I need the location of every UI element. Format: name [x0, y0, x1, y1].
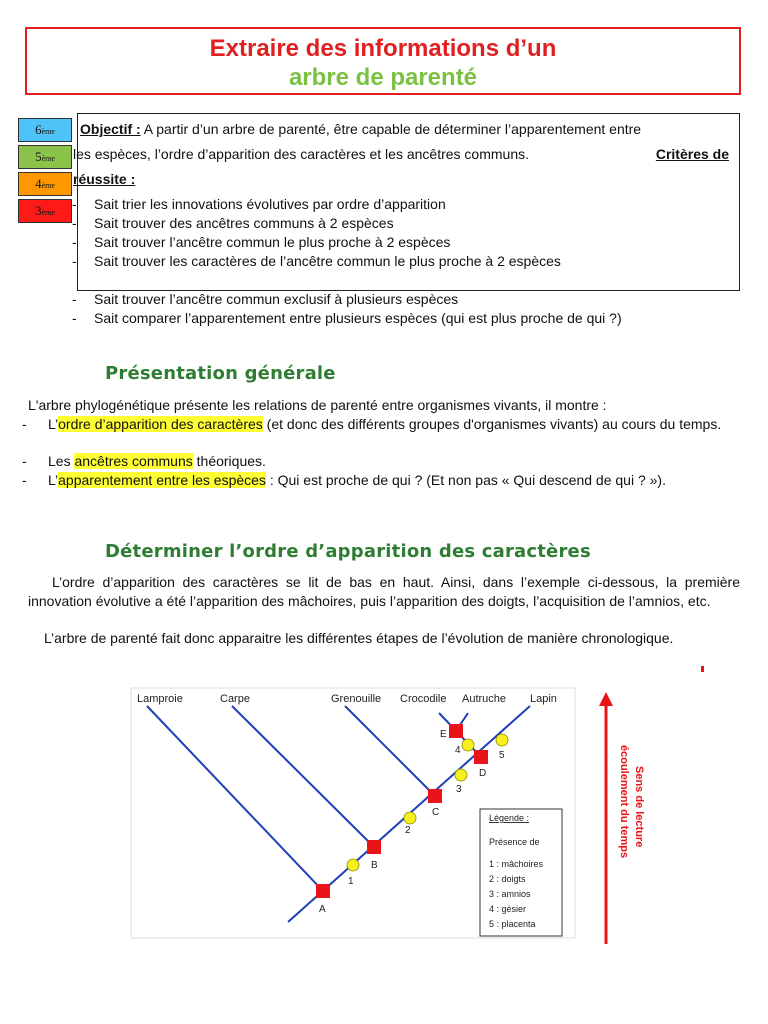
- objective-label: Objectif :: [80, 121, 141, 137]
- species-label: Carpe: [220, 693, 250, 705]
- ordre-paragraph-1: L’ordre d’apparition des caractères se lit de bas en haut. Ainsi, dans l’exemple ci-dessous, la première innovation évolutive a été l’apparition des mâchoires, puis l’apparition des doigts, l’acquisition de l’amnios, etc.: [28, 574, 740, 609]
- criteria-item: - Sait trouver l’ancêtre commun le plus proche à 2 espèces: [72, 234, 451, 250]
- presentation-intro: L'arbre phylogénétique présente les relations de parenté entre organismes vivants, il montre :: [28, 397, 607, 413]
- criteria-item: - Sait trouver l’ancêtre commun exclusif à plusieurs espèces: [72, 291, 459, 307]
- legend-item: 1 : mâchoires: [489, 859, 544, 869]
- legend-item: 2 : doigts: [489, 874, 526, 884]
- level-badge-4: 4ème: [18, 172, 72, 196]
- branch-grenouille: [345, 706, 435, 796]
- node-square-c: [428, 789, 442, 803]
- legend-item: 5 : placenta: [489, 919, 536, 929]
- legend-item: 3 : amnios: [489, 889, 531, 899]
- legend-title: Légende :: [489, 813, 530, 823]
- character-circle-2: [404, 812, 416, 824]
- arrow-label-1: Sens de lecture: [633, 766, 645, 848]
- section-heading-ordre: Déterminer l’ordre d’apparition des caractères: [105, 541, 591, 562]
- node-label: A: [319, 904, 326, 915]
- criteria-label-line2: réussite :: [73, 171, 136, 187]
- character-label: 2: [405, 825, 411, 836]
- presentation-bullet: - L’ordre d’apparition des caractères (et donc des différents groupes d'organismes vivants) au cours du temps.: [22, 416, 722, 432]
- highlight: ancêtres communs: [74, 453, 193, 469]
- legend-box: [480, 809, 562, 936]
- species-label: Lapin: [530, 693, 557, 705]
- species-label: Crocodile: [400, 693, 447, 705]
- node-label: D: [479, 768, 487, 779]
- objective-line1: Objectif : A partir d’un arbre de parenté, être capable de déterminer l’apparentement entre: [80, 121, 642, 137]
- ordre-paragraph-2: L’arbre de parenté fait donc apparaitre les différentes étapes de l’évolution de manière chronologique.: [44, 630, 674, 646]
- species-label: Lamproie: [137, 693, 183, 705]
- character-circle-5: [496, 734, 508, 746]
- species-label: Autruche: [462, 693, 507, 705]
- legend-item: 4 : gésier: [489, 904, 527, 914]
- arrow-label-2: écoulement du temps: [618, 745, 630, 859]
- node-label: B: [371, 860, 378, 871]
- level-badge-3: 3ème: [18, 199, 72, 223]
- node-label: C: [432, 807, 440, 818]
- page-title-line2: arbre de parenté: [288, 64, 478, 91]
- presentation-bullet: - Les ancêtres communs théoriques.: [22, 453, 266, 469]
- level-badge-6: 6ème: [18, 118, 72, 142]
- objective-line2: les espèces, l’ordre d’apparition des caractères et les ancêtres communs. Critères de: [73, 146, 729, 162]
- node-square-d: [474, 750, 488, 764]
- criteria-item: - Sait trier les innovations évolutives par ordre d’apparition: [72, 196, 446, 212]
- character-label: 1: [348, 876, 354, 887]
- character-circle-3: [455, 769, 467, 781]
- species-label: Grenouille: [331, 693, 382, 705]
- criteria-label: Critères de: [655, 146, 729, 162]
- criteria-item: - Sait comparer l’apparentement entre plusieurs espèces (qui est plus proche de qui ?): [72, 310, 622, 326]
- character-circle-4: [462, 739, 474, 751]
- section-heading-presentation: Présentation générale: [105, 363, 336, 384]
- character-label: 5: [499, 750, 505, 761]
- character-label: 4: [455, 745, 461, 756]
- branch-carpe: [232, 706, 374, 847]
- time-arrow-head: [599, 692, 613, 706]
- presentation-bullet: - L’apparentement entre les espèces : Qui est proche de qui ? (Et non pas « Qui descend de qui ? »).: [22, 472, 666, 488]
- highlight: ordre d’apparition des caractères: [58, 416, 263, 432]
- page-title-line1: Extraire des informations d’un: [209, 35, 557, 62]
- criteria-item: - Sait trouver des ancêtres communs à 2 espèces: [72, 215, 394, 231]
- node-square-b: [367, 840, 381, 854]
- character-label: 3: [456, 784, 462, 795]
- node-square-a: [316, 884, 330, 898]
- level-badge-5: 5ème: [18, 145, 72, 169]
- branch-lamproie: [147, 706, 323, 891]
- character-circle-1: [347, 859, 359, 871]
- node-square-e: [449, 724, 463, 738]
- legend-subtitle: Présence de: [489, 837, 540, 847]
- criteria-item: - Sait trouver les caractères de l’ancêtre commun le plus proche à 2 espèces: [72, 253, 561, 269]
- node-label: E: [440, 729, 447, 740]
- highlight: apparentement entre les espèces: [58, 472, 266, 488]
